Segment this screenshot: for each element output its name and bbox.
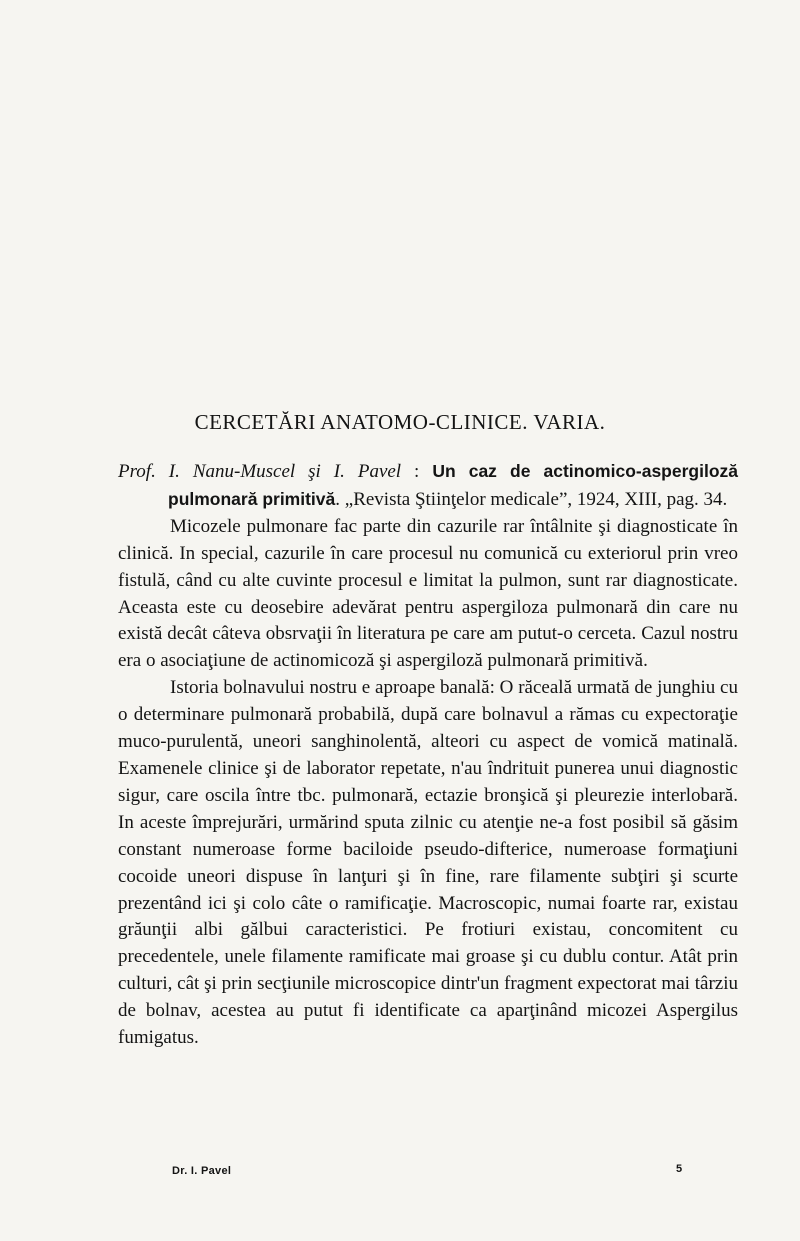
citation-title: Un caz de actinomico-aspergiloză pulmonară primitivă [168,461,738,509]
paragraph-2: Istoria bolnavului nostru e aproape banală: O răceală urmată de junghiu cu o determinare pulmonară probabilă, după care bolnavul a rămas cu expectoraţie muco-purulentă, uneori sanghinolentă, alteori cu aspect de vomică matinală. Examenele clinice şi de laborator repetate, n'au îndrituit punerea unui diagnostic sigur, care oscila între tbc. pulmonară, ectazie bronşică şi pleurezie interlobară. In aceste împrejurări, urmărind sputa zilnic cu atenţie ne-a fost posibil să găsim constant numeroase forme baciloide pseudo-difterice, numeroase formaţiuni cocoide uneori dispuse în lanţuri şi în fine, rare filamente subţiri şi scurte prezentând ici şi colo câte o ramificaţie. Macroscopic, numai foarte rar, existau grăunţii albi gălbui caracteristici. Pe frotiuri existau, concomitent cu precedentele, unele filamente ramificate mai groase şi cu dublu contur. Atât prin culturi, cât şi prin secţiunile microscopice dintr'un fragment expectorat mai târziu de bolnav, acestea au putut fi identificate ca aparţinând micozei Aspergilus fumigatus. [118,677,738,1049]
citation-separator: : [401,461,433,482]
page-number: 5 [676,1163,683,1175]
footer-signature: Dr. I. Pavel [172,1165,232,1177]
body-text [118,458,738,1052]
bibliographic-citation [118,458,738,514]
section-heading: CERCETĂRI ANATOMO-CLINICE. VARIA. [194,410,606,434]
paragraph-1: Micozele pulmonare fac parte din cazurile rar întâlnite şi diagnosticate în clinică. In special, cazurile în care procesul nu comunică cu exteriorul prin vreo fistulă, când cu alte cuvinte procesul e limitat la pulmon, sunt rar diagnosticate. Aceasta este cu deosebire adevărat pentru aspergiloza pulmonară din care nu există decât câteva obsrvaţii în literatura pe care am putut-o cerceta. Cazul nostru era o asociaţiune de actinomicoză şi aspergiloză pulmonară primitivă. [118,515,738,672]
citation-authors: Prof. I. Nanu-Muscel şi I. Pavel [118,461,402,482]
citation-source: . „Revista Ştiinţelor medicale”, 1924, XIII, pag. 34. [335,488,728,510]
